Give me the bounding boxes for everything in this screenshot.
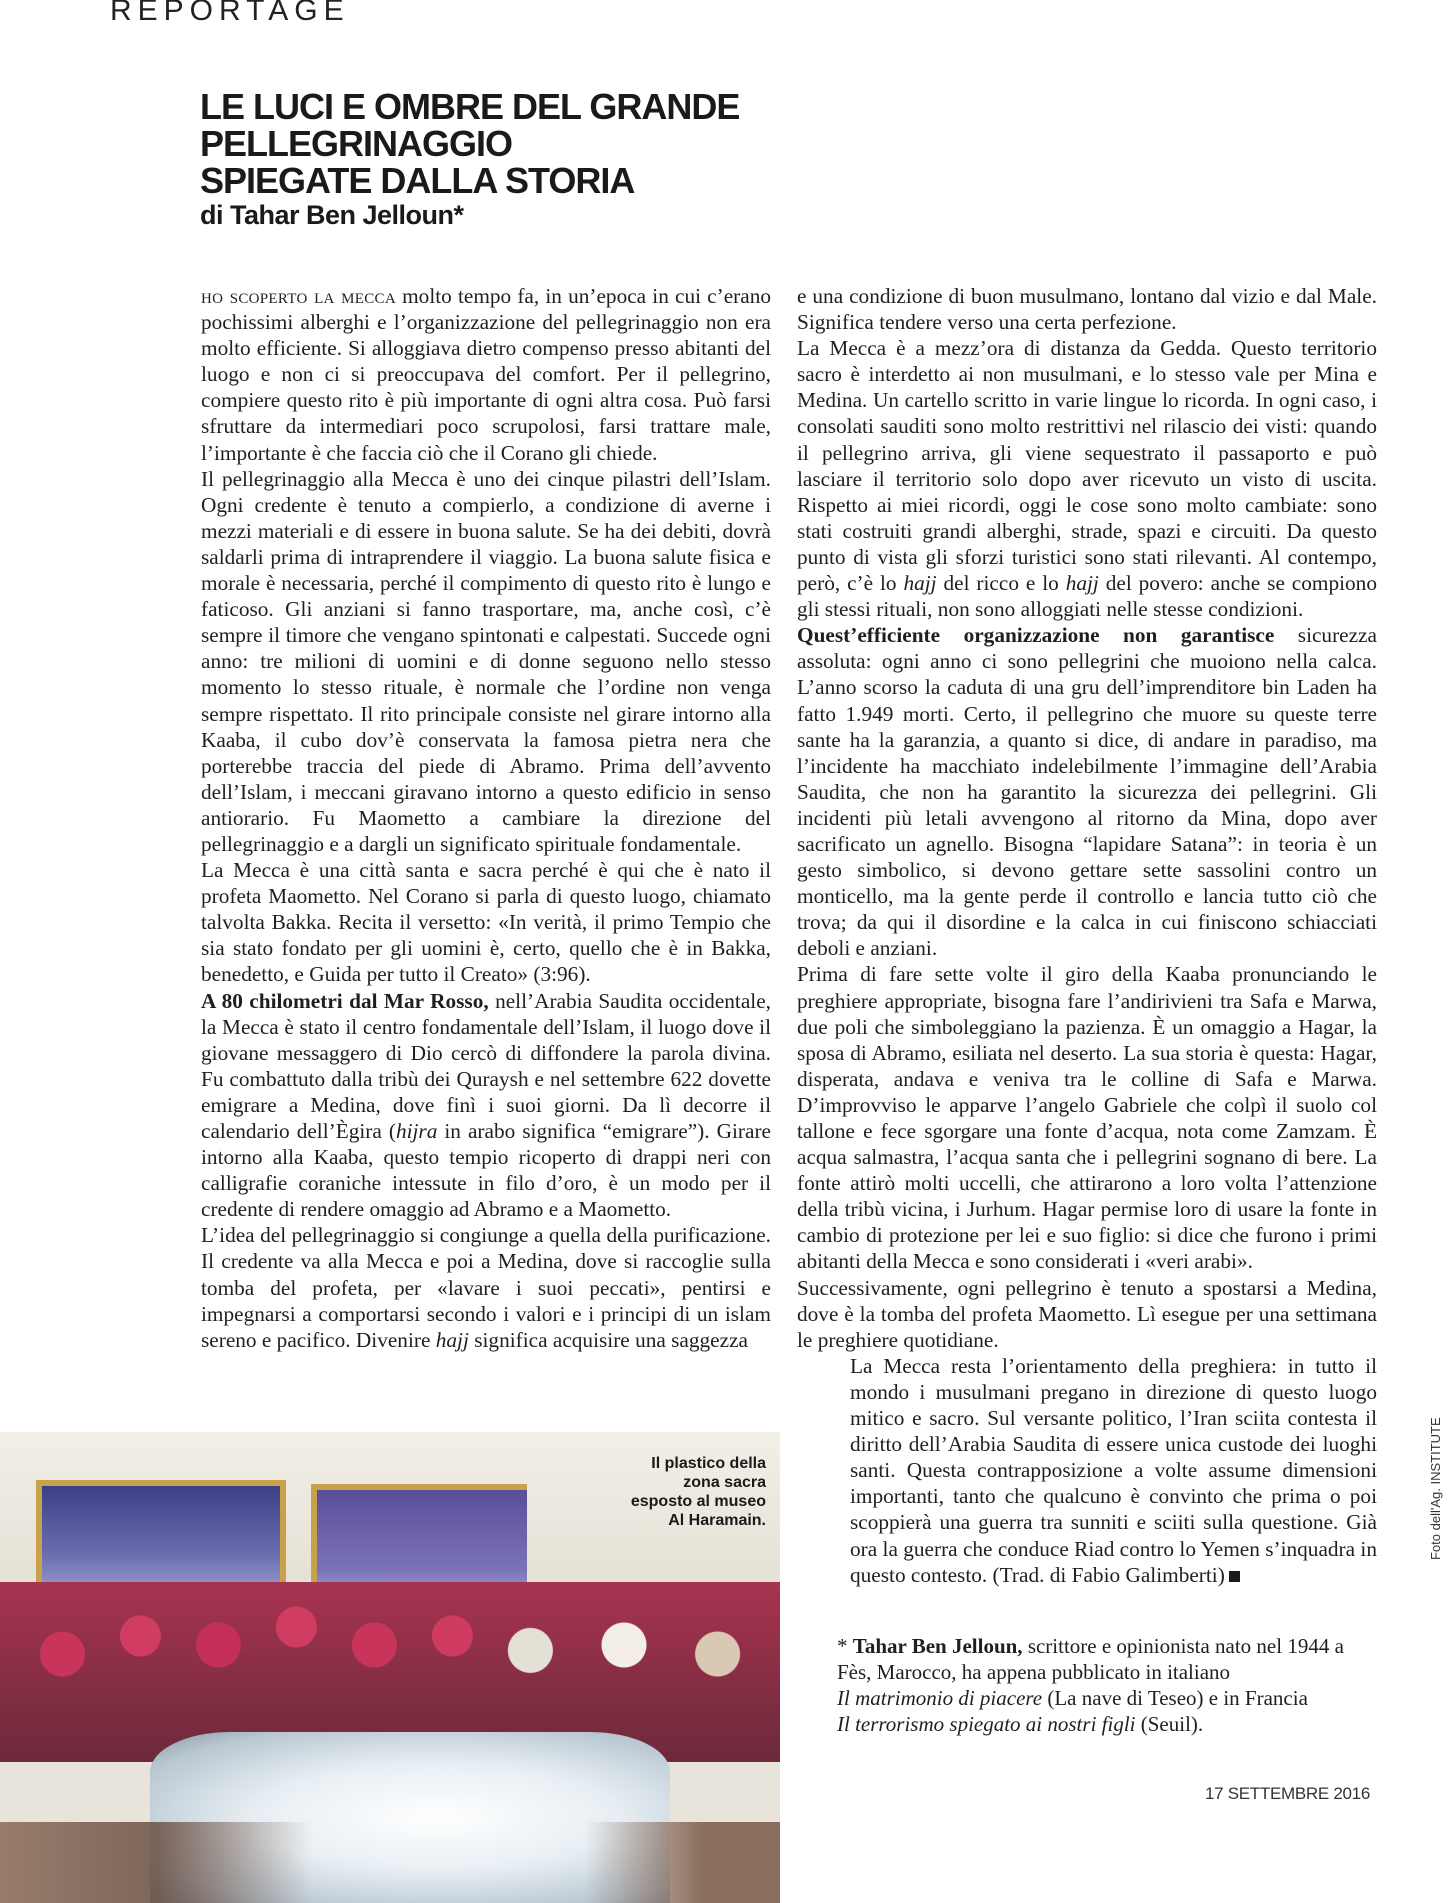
museum-photo xyxy=(0,1432,780,1903)
author-name: Tahar Ben Jelloun, xyxy=(852,1634,1023,1658)
author-footnote: * Tahar Ben Jelloun, scrittore e opinionista nato nel 1944 a Fès, Marocco, ha appena pubblicato in italiano Il matrimonio di piacere (La nave di Teseo) e in Francia Il terrorismo spiegato ai nostri figli (Seuil). xyxy=(837,1634,1344,1736)
lead-in: ho scoperto la mecca xyxy=(201,284,396,308)
photo-foreground xyxy=(0,1822,780,1903)
photo-caption: Il plastico della zona sacra esposto al museo Al Haramain. xyxy=(630,1455,766,1529)
bold-lead: Quest’efficiente organizzazione non garantisce xyxy=(797,623,1275,648)
byline: di Tahar Ben Jelloun* xyxy=(200,200,464,230)
book-title: Il matrimonio di piacere xyxy=(837,1686,1043,1710)
section-label: REPORTAGE xyxy=(110,0,350,27)
photo-credit: Foto dell'Ag. INSTITUTE xyxy=(1428,1417,1443,1560)
article-column-left xyxy=(201,283,771,1353)
paragraph: Prima di fare sette volte il giro della Kaaba pronunciando le preghiere appropriate, bisogna fare l’andirivieni tra Safa e Marwa, due poli che simboleggiano la pazienza. È un omaggio a Hagar, la sposa di Abramo, esiliata nel deserto. La sua storia è questa: Hagar, disperata, andava e veniva tra le colline di Safa e Marwa. D’improvviso le apparve l’angelo Gabriele che colpì il suolo col tallone e fece sgorgare una fonte d’acqua, nota come Zamzam. È acqua salmastra, l’acqua santa che i pellegrini sognano di bere. La fonte attirò molti uccelli, che attirarono a loro volta l’attenzione della tribù vicina, i Jurhum. Hagar permise loro di usare la fonte in cambio di protezione per lei e suo figlio: si dice che furono i primi abitanti della Mecca e sono considerati i «veri arabi». xyxy=(797,962,1377,1274)
paragraph: Il pellegrinaggio alla Mecca è uno dei cinque pilastri dell’Islam. Ogni credente è tenuto a compierlo, a condizione di averne i mezzi materiali e di essere in buona salute. Se ha dei debiti, dovrà saldarli prima di intraprendere il viaggio. La buona salute fisica e morale è necessaria, perché il compimento di questo rito è lungo e faticoso. Gli anziani si fanno trasportare, ma, anche così, c’è sempre il timore che vengano spintonati e calpestati. Succede ogni anno: tre milioni di uomini e di donne seguono nello stesso momento lo stesso rituale, è normale che l’ordine non venga sempre rispettato. Il rito principale consiste nel girare intorno alla Kaaba, il cubo dov’è conservata la famosa pietra nera che porterebbe traccia del piede di Abramo. Prima dell’avvento dell’Islam, i meccani giravano intorno a questo edificio in senso antiorario. Fu Maometto a cambiare la direzione del pellegrinaggio e a dargli un significato spirituale fondamentale. xyxy=(201,466,771,856)
paragraph: La Mecca è una città santa e sacra perché è qui che è nato il profeta Maometto. Nel Corano si parla di questo luogo, chiamato talvolta Bakka. Recita il versetto: «In verità, il primo Tempio che sia stato fondato per gli uomini è, certo, quello che è in Bakka, benedetto, e Guida per tutto il Creato» (3:96). xyxy=(201,858,771,987)
issue-date: 17 SETTEMBRE 2016 xyxy=(1205,1784,1370,1803)
paragraph: Successivamente, ogni pellegrino è tenuto a spostarsi a Medina, dove è la tomba del profeta Maometto. Lì esegue per una settimana le preghiere quotidiane. xyxy=(797,1275,1377,1352)
headline-line: LE LUCI E OMBRE DEL GRANDE xyxy=(200,86,740,127)
bold-lead: A 80 chilometri dal Mar Rosso, xyxy=(201,988,489,1013)
paragraph: A 80 chilometri dal Mar Rosso, nell’Arabia Saudita occidentale, la Mecca è stato il centro fondamentale dell’Islam, il luogo dove il giovane messaggero di Dio cercò di diffondere la parola divina. Fu combattuto dalla tribù dei Quraysh e nel settembre 622 dovette emigrare a Medina, dove finì i suoi giorni. Da lì decorre il calendario dell’Ègira (hijra in arabo significa “emigrare”). Girare intorno alla Kaaba, questo tempio ricoperto di drappi neri con calligrafie coraniche intessute in filo d’oro, è un modo per il credente di rendere omaggio ad Abramo e a Maometto. xyxy=(201,988,771,1222)
paragraph: L’idea del pellegrinaggio si congiunge a quella della purificazione. Il credente va alla Mecca e poi a Medina, dove si raccoglie sulla tomba del profeta, per «lavare i suoi peccati», pentirsi e impegnarsi a comportarsi secondo i valori e i principi di un islam sereno e pacifico. Divenire hajj significa acquisire una saggezza xyxy=(201,1223,771,1352)
headline-line: PELLEGRINAGGIO xyxy=(200,123,513,164)
paragraph: e una condizione di buon musulmano, lontano dal vizio e dal Male. Significa tendere verso una certa perfezione. xyxy=(797,284,1377,335)
paragraph: Quest’efficiente organizzazione non garantisce sicurezza assoluta: ogni anno ci sono pellegrini che muoiono nella calca. L’anno scorso la caduta di una gru dell’imprenditore bin Laden ha fatto 1.949 morti. Certo, il pellegrino che muore su queste terre sante ha la garanzia, a quanto si dice, di andare in paradiso, ma l’incidente ha macchiato indelebilmente l’immagine dell’Arabia Saudita, che non ha garantito la sicurezza dei pellegrini. Gli incidenti più letali avvengono al ritorno da Mina, dopo aver sacrificato un agnello. Bisogna “lapidare Satana”: in teoria è un gesto simbolico, si devono gettare sette sassolini contro un monticello, ma la gente perde il controllo e lancia tutto ciò che trova; da qui il disordine e la calca in cui finiscono schiacciati deboli e anziani. xyxy=(797,623,1377,961)
headline-line: SPIEGATE DALLA STORIA xyxy=(200,160,635,201)
paragraph: ho scoperto la mecca molto tempo fa, in un’epoca in cui c’erano pochissimi alberghi e l’organizzazione del pellegrinaggio non era molto efficiente. Si alloggiava dietro compenso presso abitanti del luogo e non ci si preoccupava del comfort. Per il pellegrino, compiere questo rito è più importante di ogni altra cosa. Può farsi sfruttare da intermediari poco scrupolosi, farsi trattare male, l’importante è che faccia ciò che il Corano gli chiede. xyxy=(201,284,771,465)
article-column-right xyxy=(797,283,1377,1588)
end-mark-icon xyxy=(1229,1571,1240,1582)
headline xyxy=(200,88,840,199)
paragraph: La Mecca è a mezz’ora di distanza da Gedda. Questo territorio sacro è interdetto ai non musulmani, e lo stesso vale per Mina e Medina. Un cartello scritto in varie lingue lo ricorda. In ogni caso, i consolati sauditi sono molto restrittivi nel rilascio dei visti: quando il pellegrino arriva, gli viene sequestrato il passaporto e può lasciare il territorio solo dopo aver ricevuto un visto di uscita. Rispetto ai miei ricordi, oggi le cose sono molto cambiate: sono stati costruiti grandi alberghi, strade, spazi e circuiti. Da questo punto di vista gli sforzi turistici sono stati rilevanti. Al contempo, però, c’è lo hajj del ricco e lo hajj del povero: anche se compiono gli stessi rituali, non sono alloggiati nelle stesse condizioni. xyxy=(797,336,1377,622)
book-title: Il terrorismo spiegato ai nostri figli xyxy=(837,1712,1136,1736)
paragraph: La Mecca resta l’orientamento della preghiera: in tutto il mondo i musulmani pregano in direzione di questo luogo mitico e sacro. Sul versante politico, l’Iran sciita contesta il diritto dell’Arabia Saudita di essere unica custode dei luoghi santi. Questa contrapposizione a volte assume dimensioni importanti, tanto che qualcuno è convinto che prima o poi scoppierà una guerra tra sunniti e sciiti sulla questione. Già ora la guerra che conduce Riad contro lo Yemen s’inquadra in questo contesto. (Trad. di Fabio Galimberti) xyxy=(850,1353,1377,1587)
